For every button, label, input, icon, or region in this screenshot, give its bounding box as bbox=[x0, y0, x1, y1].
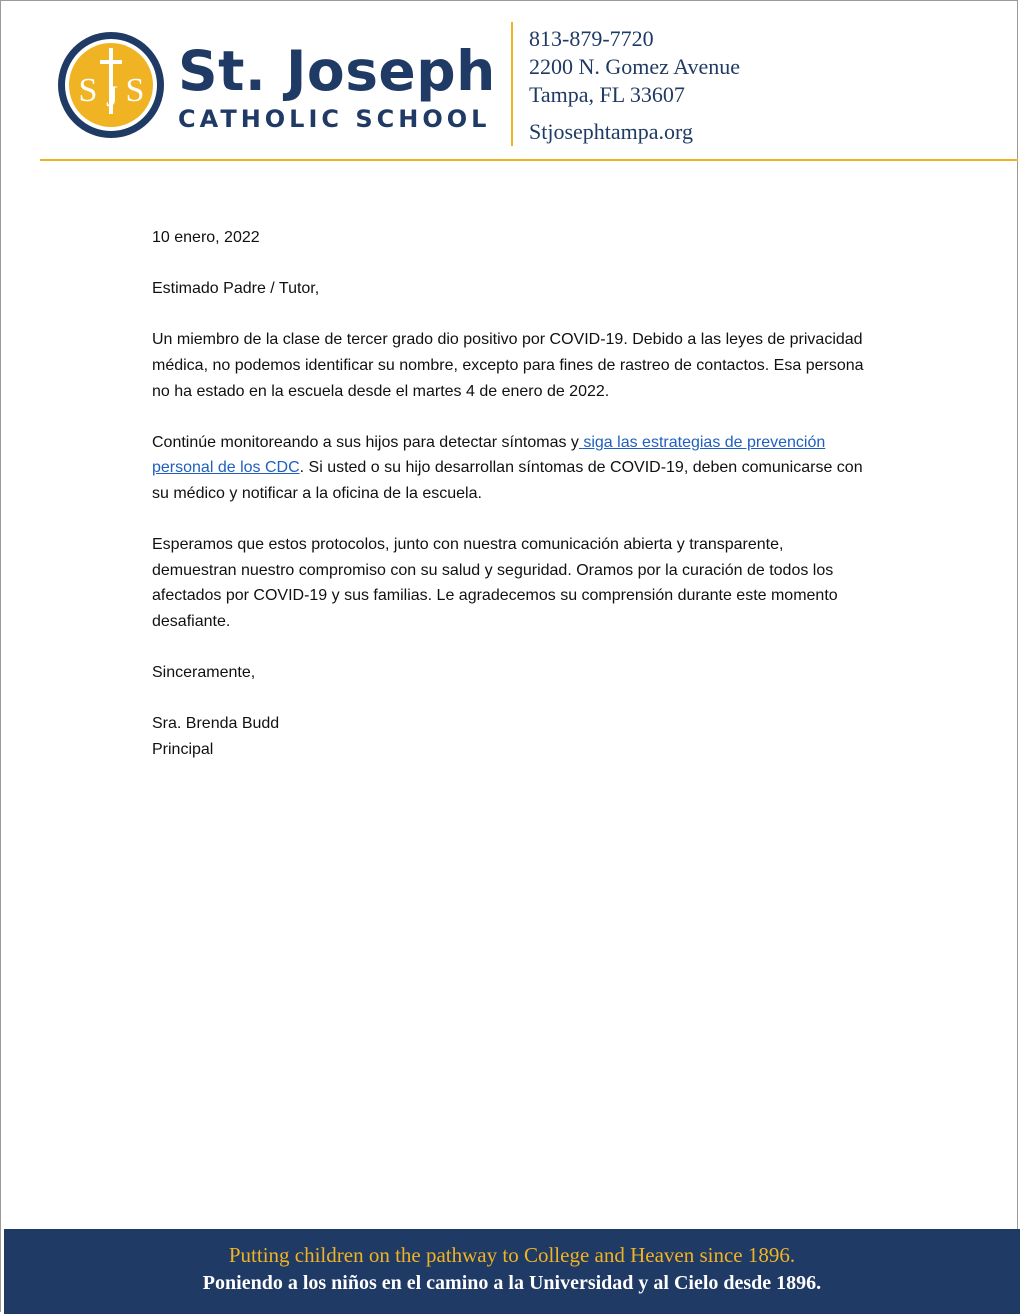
letter-paragraph-2 bbox=[152, 430, 872, 507]
letter-body bbox=[152, 225, 872, 762]
signer-title: Principal bbox=[152, 740, 214, 758]
svg-text:S: S bbox=[78, 72, 98, 109]
footer-tagline-english: Putting children on the pathway to College and Heaven since 1896. bbox=[228, 1243, 796, 1267]
paragraph-2-lead: Continúe monitoreando a sus hijos para detectar síntomas y bbox=[152, 433, 579, 451]
contact-website: Stjosephtampa.org bbox=[529, 119, 693, 144]
contact-street: 2200 N. Gomez Avenue bbox=[529, 54, 740, 79]
paragraph-2-tail: . Si usted o su hijo desarrollan síntomas de COVID-19, deben comunicarse con su médico y notificar a la oficina de la escuela. bbox=[152, 459, 863, 502]
letter-closing: Sinceramente, bbox=[152, 664, 256, 682]
svg-text:J: J bbox=[106, 80, 118, 113]
footer-band bbox=[4, 1229, 1020, 1314]
signer-name: Sra. Brenda Budd bbox=[152, 715, 280, 733]
cross-monogram-icon bbox=[56, 30, 166, 140]
header-rule bbox=[40, 159, 1018, 161]
school-logo bbox=[56, 30, 166, 140]
letter-date: 10 enero, 2022 bbox=[152, 229, 260, 246]
letter-salutation: Estimado Padre / Tutor, bbox=[152, 280, 320, 298]
contact-phone: 813-879-7720 bbox=[529, 26, 654, 51]
letter-paragraph-3: Esperamos que estos protocolos, junto con nuestra comunicación abierta y transparente, demuestran nuestro compromiso con su salud y seguridad. Oramos por la curación de todos los afectados por COVID-19 y sus familias. Le agradecemos su comprensión durante este momento desafiante. bbox=[152, 536, 838, 630]
letterhead-divider bbox=[511, 22, 513, 146]
school-name: St. Joseph bbox=[178, 39, 496, 103]
school-subtitle: CATHOLIC SCHOOL bbox=[178, 105, 491, 133]
letter-paragraph-1: Un miembro de la clase de tercer grado dio positivo por COVID-19. Debido a las leyes de privacidad médica, no podemos identificar su nombre, excepto para fines de rastreo de contactos. Esa persona no ha estado en la escuela desde el martes 4 de enero de 2022. bbox=[152, 331, 864, 400]
footer-tagline-spanish: Poniendo a los niños en el camino a la Universidad y al Cielo desde 1896. bbox=[202, 1272, 822, 1294]
cdc-prevention-link[interactable]: siga las estrategias de prevención personal de los CDC bbox=[152, 433, 826, 477]
svg-text:S: S bbox=[125, 72, 145, 109]
signature-block bbox=[152, 711, 872, 762]
contact-city: Tampa, FL 33607 bbox=[529, 82, 685, 107]
